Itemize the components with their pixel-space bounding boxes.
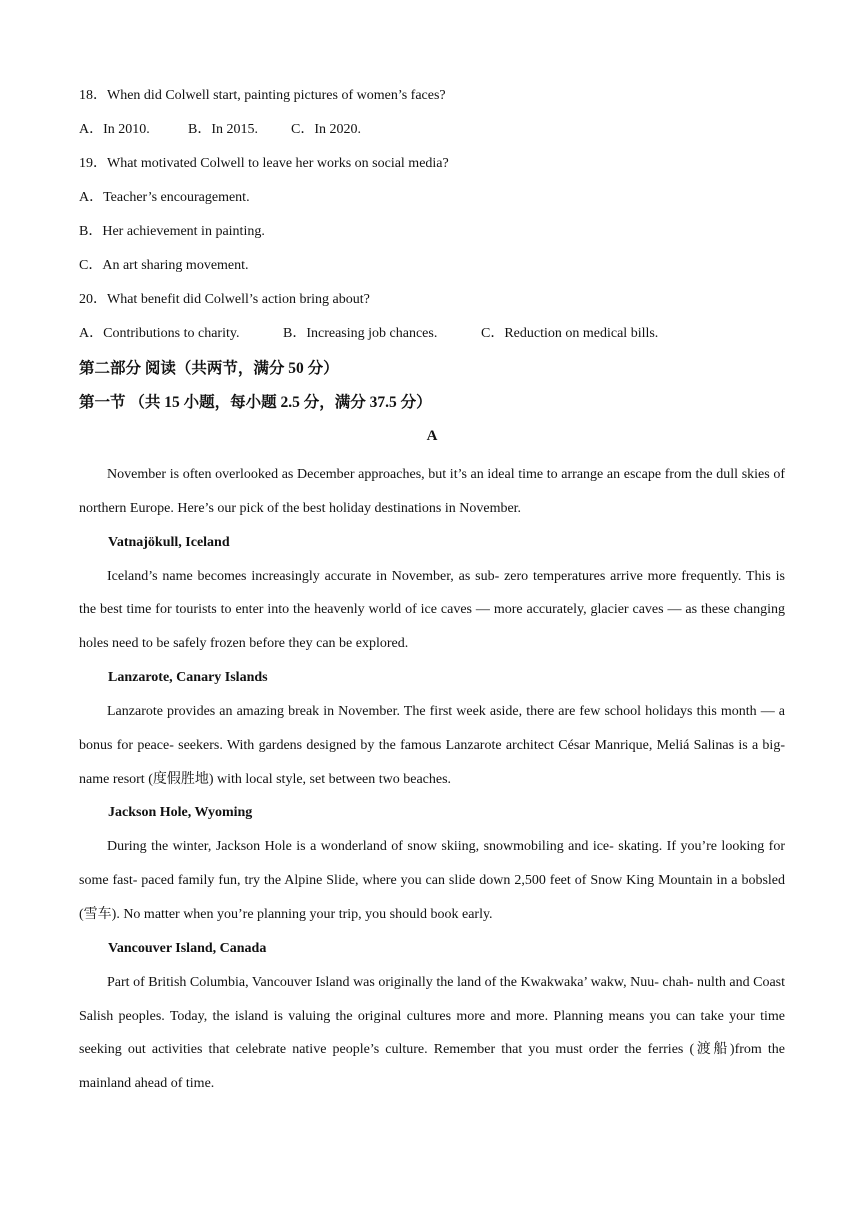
option-c: C．Reduction on medical bills. xyxy=(481,326,659,341)
part-title: 第二部分 阅读（共两节，满分 50 分） xyxy=(79,360,339,377)
paragraph: November is often overlooked as December approaches, but it’s an ideal time to arrange an escape from the dull skies of northern Europe. Here’s our pick of the best holiday destinations in November. xyxy=(79,467,785,516)
question-text: When did Colwell start, painting pictures of women’s faces? xyxy=(107,88,446,103)
section-subtitle: 第一节 （共 15 小题，每小题 2.5 分，满分 37.5 分） xyxy=(79,394,432,411)
destination-title: Lanzarote, Canary Islands xyxy=(108,669,268,685)
destination-title: Vancouver Island, Canada xyxy=(108,940,267,956)
question-number: 19． xyxy=(79,156,107,171)
paragraph: Iceland’s name becomes increasingly accurate in November, as sub- zero temperatures arrive more frequently. This is the best time for tourists to enter into the heavenly world of ice caves — more accurately, glacier caves — as these changing holes need to be safely frozen before they can be explored. xyxy=(79,568,785,652)
question-20-stem xyxy=(79,288,785,322)
option-c: C．In 2020. xyxy=(291,122,361,137)
destination-title: Vatnajökull, Iceland xyxy=(108,534,230,550)
passage-intro xyxy=(79,458,785,526)
passage-label: A xyxy=(426,428,438,444)
paragraph: Part of British Columbia, Vancouver Island was originally the land of the Kwakwaka’ wakw, Nuu- chah- nulth and Coast Salish peoples. Today, the island is valuing the original cultures more and more. Planning means you can take your time seeking out activities that celebrate native people’s culture. Remember that you must order the ferries (渡船)from the mainland ahead of time. xyxy=(79,974,785,1092)
option-a: A．In 2010. xyxy=(79,122,150,137)
question-18-options xyxy=(79,118,785,152)
option-a: A．Teacher’s encouragement. xyxy=(79,190,250,205)
question-number: 20． xyxy=(79,292,107,307)
paragraph: During the winter, Jackson Hole is a wonderland of snow skiing, snowmobiling and ice- skating. If you’re looking for some fast- paced family fun, try the Alpine Slide, where you can slide down 2,500 feet of Snow King Mountain in a bobsled (雪车). No matter when you’re planning your trip, you should book early. xyxy=(79,839,785,922)
option-c: C．An art sharing movement. xyxy=(79,258,249,273)
option-b: B．Increasing job chances. xyxy=(283,326,438,341)
option-a: A．Contributions to charity. xyxy=(79,326,240,341)
question-number: 18． xyxy=(79,88,107,103)
question-20-options xyxy=(79,322,785,356)
option-b: B．Her achievement in painting. xyxy=(79,224,265,239)
destination-body xyxy=(79,695,785,796)
destination-title: Jackson Hole, Wyoming xyxy=(108,805,253,821)
destination-body xyxy=(79,560,785,661)
destination-body xyxy=(79,830,785,931)
option-b: B．In 2015. xyxy=(188,122,258,137)
destination-body xyxy=(79,966,785,1101)
document-page xyxy=(79,84,785,1101)
question-19-stem xyxy=(79,152,785,186)
question-text: What motivated Colwell to leave her works on social media? xyxy=(107,156,449,171)
paragraph: Lanzarote provides an amazing break in November. The first week aside, there are few school holidays this month — a bonus for peace- seekers. With gardens designed by the famous Lanzarote architect César Manrique, Meliá Salinas is a big- name resort (度假胜地) with local style, set between two beaches. xyxy=(79,703,785,787)
question-18-stem xyxy=(79,84,785,118)
question-text: What benefit did Colwell’s action bring about? xyxy=(107,292,370,307)
